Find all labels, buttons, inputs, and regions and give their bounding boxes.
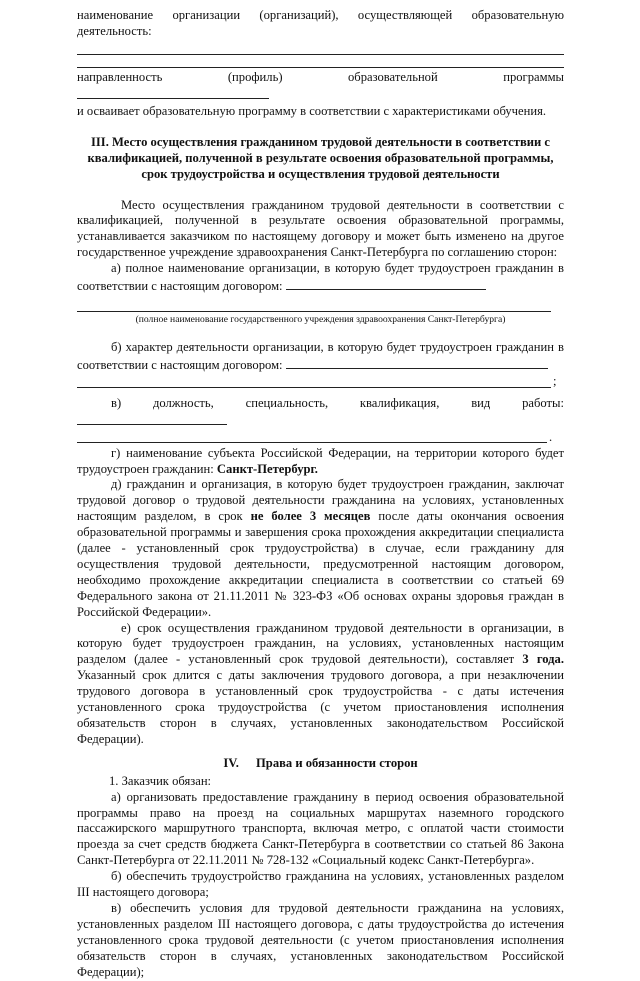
item-g bbox=[77, 446, 564, 478]
program-characteristics-line: и осваивает образовательную программу в соответствии с характеристиками обучения. bbox=[77, 103, 547, 118]
item-d-text-2: после даты окончания освоения образовательной программы и завершения срока прохождения аккредитации специалиста (далее - установленный срок трудоустройства) в случае, если гражданину для осуществления трудовой деятельности, предусмотренной настоящим договором, необходимо прохождение аккредитации специалиста в соответствии со статьей 69 Федерального закона от 21.11.2011 № 323-ФЗ «Об основах охраны здоровья граждан в Российской Федерации». bbox=[77, 509, 564, 619]
section-4-title: Права и обязанности сторон bbox=[256, 755, 418, 770]
item-v-text: в) должность, специальность, квалификация, вид работы: bbox=[111, 395, 564, 410]
fill-line bbox=[286, 356, 548, 369]
item-g-region: Санкт-Петербург. bbox=[216, 461, 318, 476]
fill-line bbox=[77, 40, 564, 55]
item-v-extra-line bbox=[77, 430, 564, 446]
item-b-end: ; bbox=[553, 373, 557, 388]
document-page bbox=[77, 8, 564, 981]
program-profile-label: направленность (профиль) образовательной программы bbox=[77, 69, 564, 84]
fill-line bbox=[77, 374, 551, 388]
section-3-intro: Место осуществления гражданином трудовой деятельности в соответствии с квалификацией, полученной в результате освоения образовательной программы, устанавливается заказчиком по настоящему договору и может быть изменено на другое государственное учреждение здравоохранения Санкт-Петербурга по соглашению сторон: bbox=[77, 197, 564, 260]
item-a-caption: (полное наименование государственного учреждения здравоохранения Санкт-Петербурга) bbox=[135, 313, 506, 325]
program-profile-line bbox=[77, 70, 564, 104]
item-d-term: не более 3 месяцев bbox=[250, 509, 371, 524]
obligation-1-b: б) обеспечить трудоустройство гражданина на условиях, установленных разделом III настоящего договора; bbox=[77, 869, 564, 900]
item-g-text: г) наименование субъекта Российской Федерации, на территории которого будет трудоустроен гражданин: bbox=[77, 445, 564, 476]
item-b-text: б) характер деятельности организации, в которую будет трудоустроен гражданин в соответствии с настоящим договором: bbox=[77, 339, 564, 372]
section-4-heading bbox=[77, 756, 564, 772]
fill-line bbox=[77, 55, 564, 68]
item-v-end: . bbox=[549, 429, 553, 444]
item-e-text: е) срок осуществления гражданином трудовой деятельности в организации, в которую будет трудоустроен гражданин, на условиях, установленных настоящим разделом (далее - установленный срок трудовой деятельности), составляет bbox=[77, 620, 564, 667]
item-e-text-2: Указанный срок длится с даты заключения трудового договора, а при незаключении трудового договора в установленный срок трудоустройства - с даты истечения установленного срока трудоустройства (с учетом приостановления исполнения обязательств сторон в случаях, установленных законодательством Российской Федерации). bbox=[77, 668, 564, 746]
item-d bbox=[77, 477, 564, 620]
fill-line bbox=[286, 277, 486, 290]
section-3-heading: III. Место осуществления гражданином трудовой деятельности в соответствии с квалификацией, полученной в результате освоения образовательной программы, срок трудоустройства и осуществления трудовой деятельности bbox=[87, 134, 554, 181]
item-b-extra-line bbox=[77, 374, 564, 390]
item-e-term: 3 года. bbox=[522, 652, 564, 667]
item-a-text: а) полное наименование организации, в которую будет трудоустроен гражданин в соответствии с настоящим договором: bbox=[77, 261, 564, 294]
fill-line bbox=[77, 430, 547, 443]
item-e bbox=[77, 621, 564, 748]
fill-line bbox=[77, 86, 269, 99]
item-b bbox=[77, 340, 564, 374]
obligation-1: 1. Заказчик обязан: bbox=[109, 773, 212, 788]
item-a bbox=[77, 261, 564, 295]
org-name-line: наименование организации (организаций), осуществляющей образовательную деятельность: bbox=[77, 8, 564, 38]
section-4-number: IV. bbox=[223, 755, 239, 770]
obligation-1-a: а) организовать предоставление гражданину в период освоения образовательной программы право на проезд на социальных маршрутах наземного городского пассажирского маршрутного транспорта, включая метро, с оплатой части стоимости проезда за счет средств бюджета Санкт-Петербурга в соответствии со статьей 86 Закона Санкт-Петербурга от 22.11.2011 № 728-132 «Социальный кодекс Санкт-Петербурга». bbox=[77, 789, 564, 868]
fill-line bbox=[77, 295, 551, 312]
fill-line bbox=[77, 412, 227, 425]
item-v bbox=[77, 396, 564, 430]
obligation-1-v: в) обеспечить условия для трудовой деятельности гражданина на условиях, установленных разделом III настоящего договора, с даты трудоустройства до истечения установленного срока трудовой деятельности (с учетом приостановления исполнения обязательств сторон в случаях, установленных законодательством Российской Федерации); bbox=[77, 900, 564, 979]
item-d-text: д) гражданин и организация, в которую будет трудоустроен гражданин, заключат трудовой договор о трудовой деятельности гражданина на условиях, установленных настоящим разделом, в срок bbox=[77, 477, 564, 524]
